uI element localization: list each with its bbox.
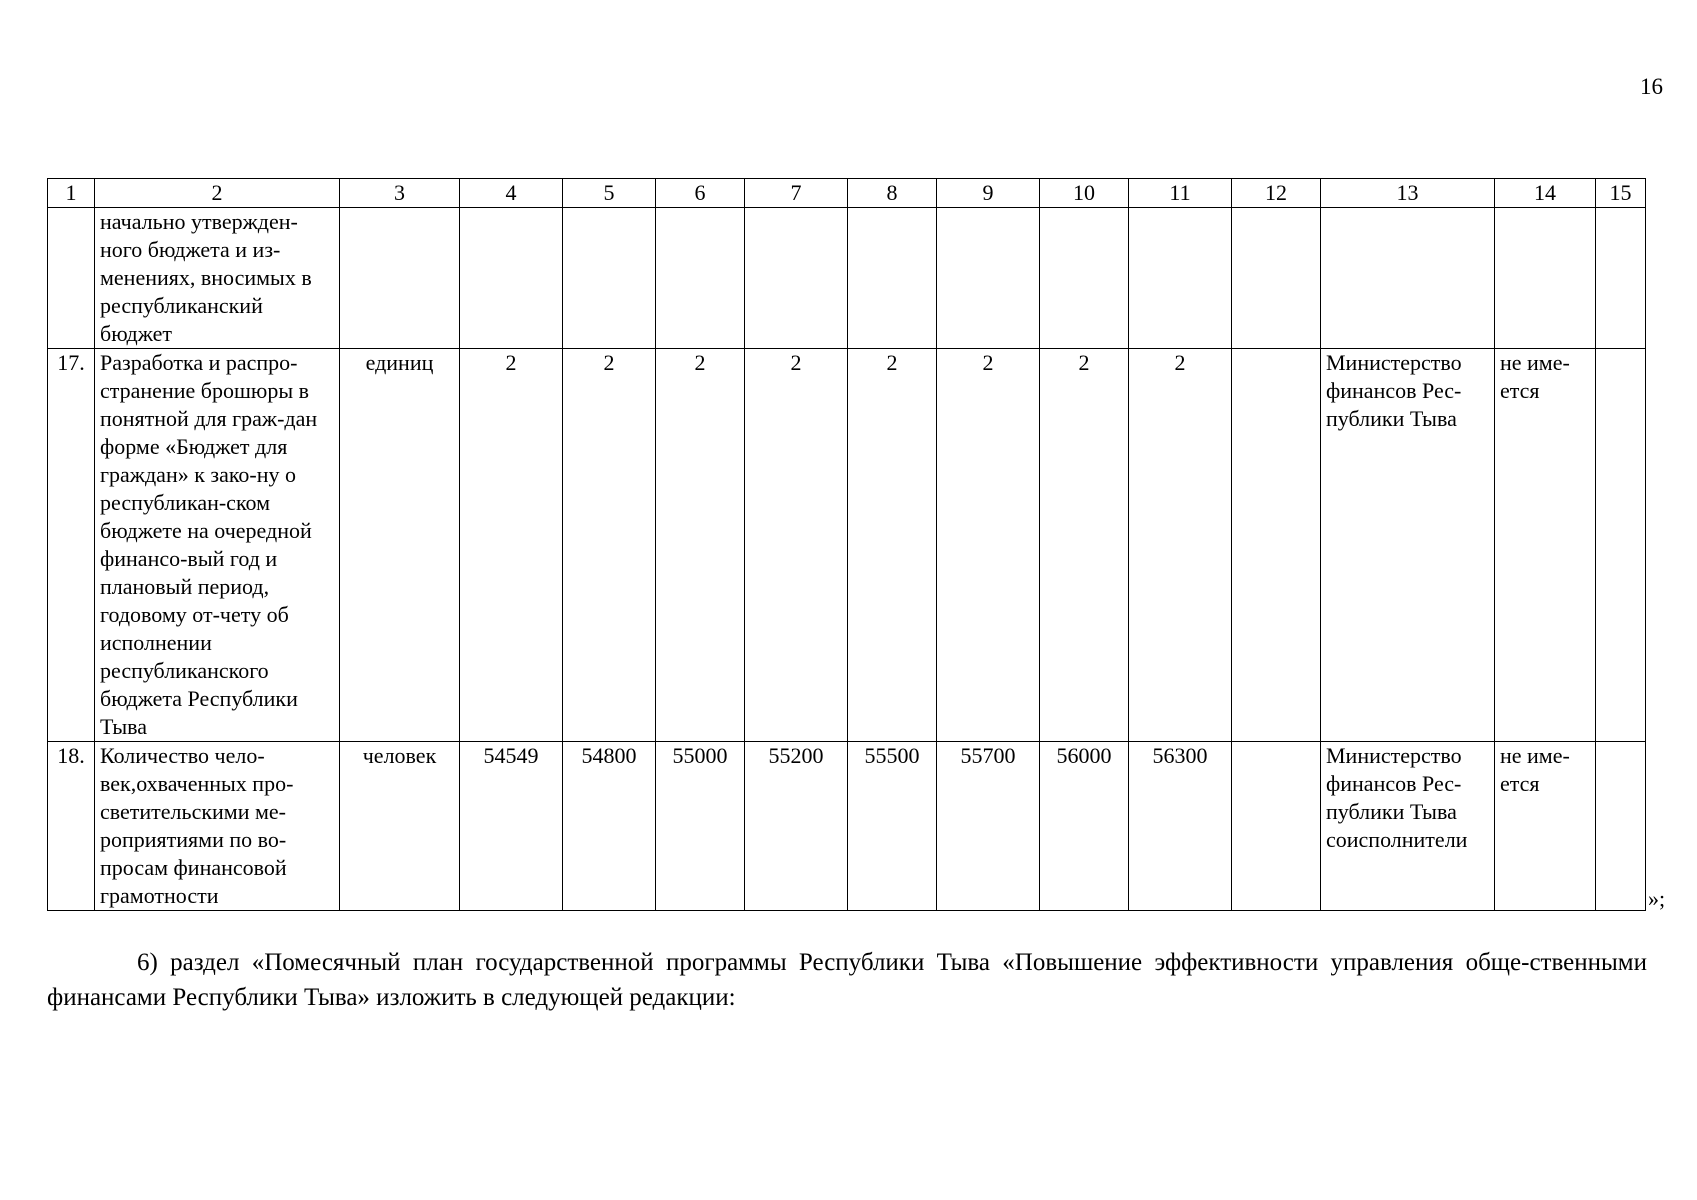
cell-value — [937, 208, 1040, 349]
cell-col15 — [1596, 349, 1646, 742]
cell-value: 54800 — [563, 742, 656, 911]
page-number: 16 — [1640, 74, 1663, 99]
cell-unit: человек — [340, 742, 460, 911]
table-row-continuation — [48, 208, 1646, 349]
cell-value — [656, 208, 745, 349]
header-col-10: 10 — [1040, 179, 1129, 208]
cell-value: 2 — [460, 349, 563, 742]
cell-value: 56300 — [1129, 742, 1232, 911]
cell-col12 — [1232, 208, 1321, 349]
cell-responsible: Министерство финансов Рес-публики Тыва соисполнители — [1321, 742, 1495, 911]
cell-value: 55700 — [937, 742, 1040, 911]
cell-indicator-name: начально утвержден-ного бюджета и из-менениях, вносимых в республиканский бюджет — [95, 208, 340, 349]
header-col-4: 4 — [460, 179, 563, 208]
cell-responsible: Министерство финансов Рес-публики Тыва — [1321, 349, 1495, 742]
cell-value: 2 — [745, 349, 848, 742]
cell-col14 — [1495, 208, 1596, 349]
cell-value: 2 — [1129, 349, 1232, 742]
cell-value — [563, 208, 656, 349]
cell-col12 — [1232, 742, 1321, 911]
table-row-17 — [48, 349, 1646, 742]
cell-value — [460, 208, 563, 349]
header-col-9: 9 — [937, 179, 1040, 208]
cell-responsible — [1321, 208, 1495, 349]
cell-value: 55000 — [656, 742, 745, 911]
header-col-1: 1 — [48, 179, 95, 208]
cell-rownum — [48, 208, 95, 349]
cell-col12 — [1232, 349, 1321, 742]
cell-value: 2 — [656, 349, 745, 742]
cell-col14: не име-ется — [1495, 349, 1596, 742]
header-col-6: 6 — [656, 179, 745, 208]
header-col-8: 8 — [848, 179, 937, 208]
body-paragraph: 6) раздел «Помесячный план государственной программы Республики Тыва «Повышение эффективности управления обще-ственными финансами Республики Тыва» изложить в следующей редакции: — [47, 949, 1647, 1011]
cell-indicator-name: Количество чело-век,охваченных про-светительскими ме-роприятиями по во-просам финансовой грамотности — [95, 742, 340, 911]
cell-col15 — [1596, 742, 1646, 911]
header-col-13: 13 — [1321, 179, 1495, 208]
cell-value: 56000 — [1040, 742, 1129, 911]
cell-indicator-name: Разработка и распро-странение брошюры в понятной для граж-дан форме «Бюджет для граждан» к зако-ну о республикан-ском бюджете на очередной финансо-вый год и плановый период, годовому от-чету об исполнении республиканского бюджета Республики Тыва — [95, 349, 340, 742]
cell-col15 — [1596, 208, 1646, 349]
cell-value — [1129, 208, 1232, 349]
header-col-14: 14 — [1495, 179, 1596, 208]
cell-col14: не име-ется — [1495, 742, 1596, 911]
cell-value — [745, 208, 848, 349]
cell-rownum: 18. — [48, 742, 95, 911]
header-col-3: 3 — [340, 179, 460, 208]
header-row — [48, 179, 1646, 208]
cell-value: 2 — [848, 349, 937, 742]
indicators-table — [47, 178, 1646, 911]
cell-value: 54549 — [460, 742, 563, 911]
cell-value: 55500 — [848, 742, 937, 911]
closing-quote-mark: »; — [1648, 886, 1666, 911]
cell-value: 55200 — [745, 742, 848, 911]
cell-value: 2 — [563, 349, 656, 742]
header-col-11: 11 — [1129, 179, 1232, 208]
cell-value — [848, 208, 937, 349]
header-col-15: 15 — [1596, 179, 1646, 208]
cell-rownum: 17. — [48, 349, 95, 742]
header-col-2: 2 — [95, 179, 340, 208]
cell-value: 2 — [937, 349, 1040, 742]
cell-unit: единиц — [340, 349, 460, 742]
cell-unit — [340, 208, 460, 349]
cell-value — [1040, 208, 1129, 349]
header-col-7: 7 — [745, 179, 848, 208]
table-row-18 — [48, 742, 1646, 911]
header-col-12: 12 — [1232, 179, 1321, 208]
cell-value: 2 — [1040, 349, 1129, 742]
header-col-5: 5 — [563, 179, 656, 208]
